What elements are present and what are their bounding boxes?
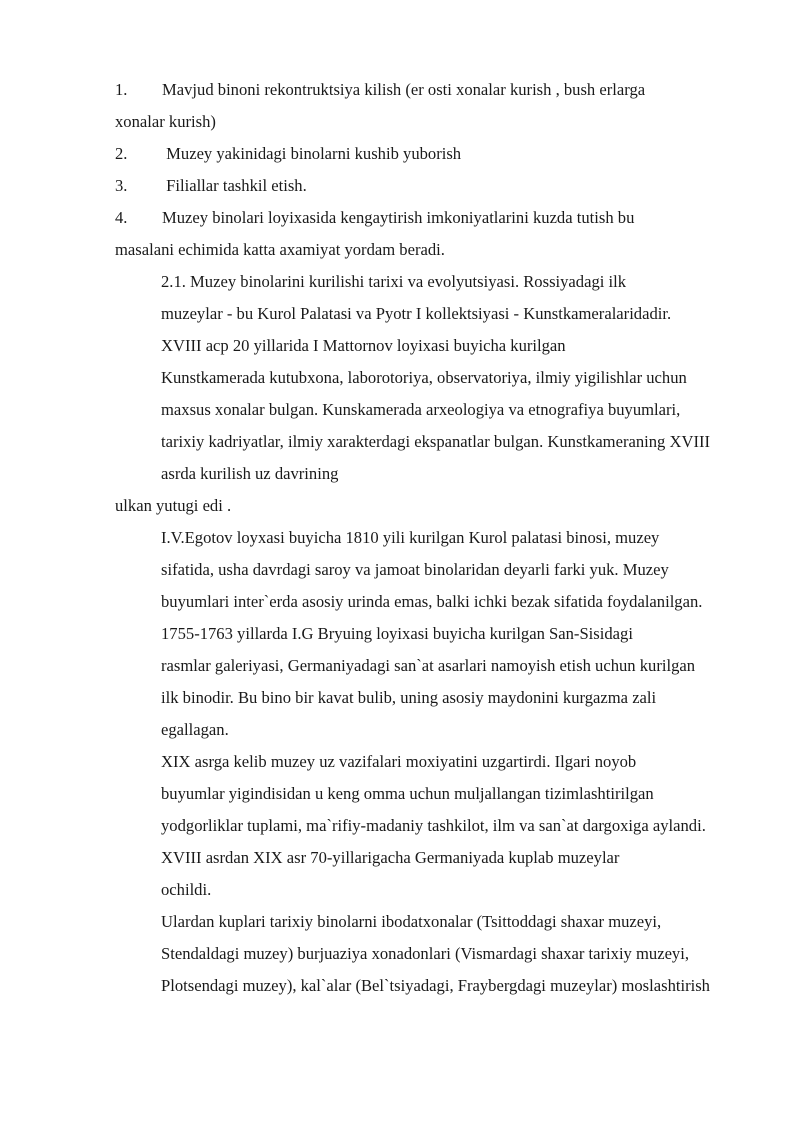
paragraph: [115, 842, 741, 906]
document-body: [115, 74, 741, 1002]
text-line: sifatida, usha davrdagi saroy va jamoat binolaridan deyarli farki yuk. Muzey: [161, 560, 669, 579]
text-line: yodgorliklar tuplami, ma`rifiy-madaniy tashkilot, ilm va san`at dargoxiga aylandi.: [161, 816, 706, 835]
text-line: egallagan.: [161, 720, 229, 739]
text-line: Ulardan kuplari tarixiy binolarni ibodatxonalar (Tsittoddagi shaxar muzeyi,: [161, 912, 662, 931]
text-line: asrda kurilish uz davrining: [161, 464, 339, 483]
paragraph-continuation: ulkan yutugi edi .: [115, 496, 232, 515]
text-line: 2.1. Muzey binolarini kurilishi tarixi va evolyutsiyasi. Rossiyadagi ilk: [161, 272, 627, 291]
list-item-continuation: masalani echimida katta axamiyat yordam beradi.: [115, 240, 445, 259]
paragraph: [115, 330, 741, 490]
list-item: [115, 202, 741, 266]
list-item-text: Muzey binolari loyixasida kengaytirish imkoniyatlarini kuzda tutish bu: [162, 208, 635, 227]
text-line: XIX asrga kelib muzey uz vazifalari moxiyatini uzgartirdi. Ilgari noyob: [161, 752, 637, 771]
text-line: buyumlari inter`erda asosiy urinda emas, balki ichki bezak sifatida foydalanilgan.: [161, 592, 703, 611]
list-item-text: Muzey yakinidagi binolarni kushib yuborish: [162, 144, 462, 163]
text-line: muzeylar - bu Kurol Palatasi va Pyotr I kollektsiyasi - Kunstkameralaridadir.: [161, 304, 672, 323]
text-line: 1755-1763 yillarda I.G Bryuing loyixasi buyicha kurilgan San-Sisidagi: [161, 624, 633, 643]
paragraph: [115, 906, 741, 1002]
text-line: maxsus xonalar bulgan. Kunskamerada arxeologiya va etnografiya buyumlari,: [161, 400, 681, 419]
list-item-number: 2.: [115, 144, 128, 163]
text-line: Stendaldagi muzey) burjuaziya xonadonlari (Vismardagi shaxar tarixiy muzeyi,: [161, 944, 689, 963]
list-item-text: Mavjud binoni rekontruktsiya kilish (er osti xonalar kurish , bush erlarga: [162, 80, 646, 99]
section-heading-paragraph: [115, 266, 741, 330]
list-item-number: 4.: [115, 208, 128, 227]
list-item: [115, 170, 741, 202]
list-item: [115, 74, 741, 138]
text-line: rasmlar galeriyasi, Germaniyadagi san`at asarlari namoyish etish uchun kurilgan: [161, 656, 696, 675]
list-item-text: Filiallar tashkil etish.: [162, 176, 307, 195]
text-line: buyumlar yigindisidan u keng omma uchun muljallangan tizimlashtirilgan: [161, 784, 654, 803]
text-line: I.V.Egotov loyxasi buyicha 1810 yili kurilgan Kurol palatasi binosi, muzey: [161, 528, 660, 547]
text-line: XVIII asrdan XIX asr 70-yillarigacha Germaniyada kuplab muzeylar: [161, 848, 620, 867]
paragraph: [115, 746, 741, 842]
list-item-number: 3.: [115, 176, 128, 195]
text-line: tarixiy kadriyatlar, ilmiy xarakterdagi ekspanatlar bulgan. Kunstkameraning XVIII: [161, 432, 711, 451]
text-line: ilk binodir. Bu bino bir kavat bulib, uning asosiy maydonini kurgazma zali: [161, 688, 657, 707]
list-item-continuation: xonalar kurish): [115, 112, 216, 131]
list-item-number: 1.: [115, 80, 128, 99]
text-line: XVIII acp 20 yillarida I Mattornov loyixasi buyicha kurilgan: [161, 336, 566, 355]
text-line: Kunstkamerada kutubxona, laborotoriya, observatoriya, ilmiy yigilishlar uchun: [161, 368, 687, 387]
text-line: Plotsendagi muzey), kal`alar (Bel`tsiyadagi, Fraybergdagi muzeylar) moslashtirish: [161, 976, 710, 995]
text-line: ochildi.: [161, 880, 212, 899]
paragraph: [115, 618, 741, 746]
paragraph: [115, 522, 741, 618]
list-item: [115, 138, 741, 170]
